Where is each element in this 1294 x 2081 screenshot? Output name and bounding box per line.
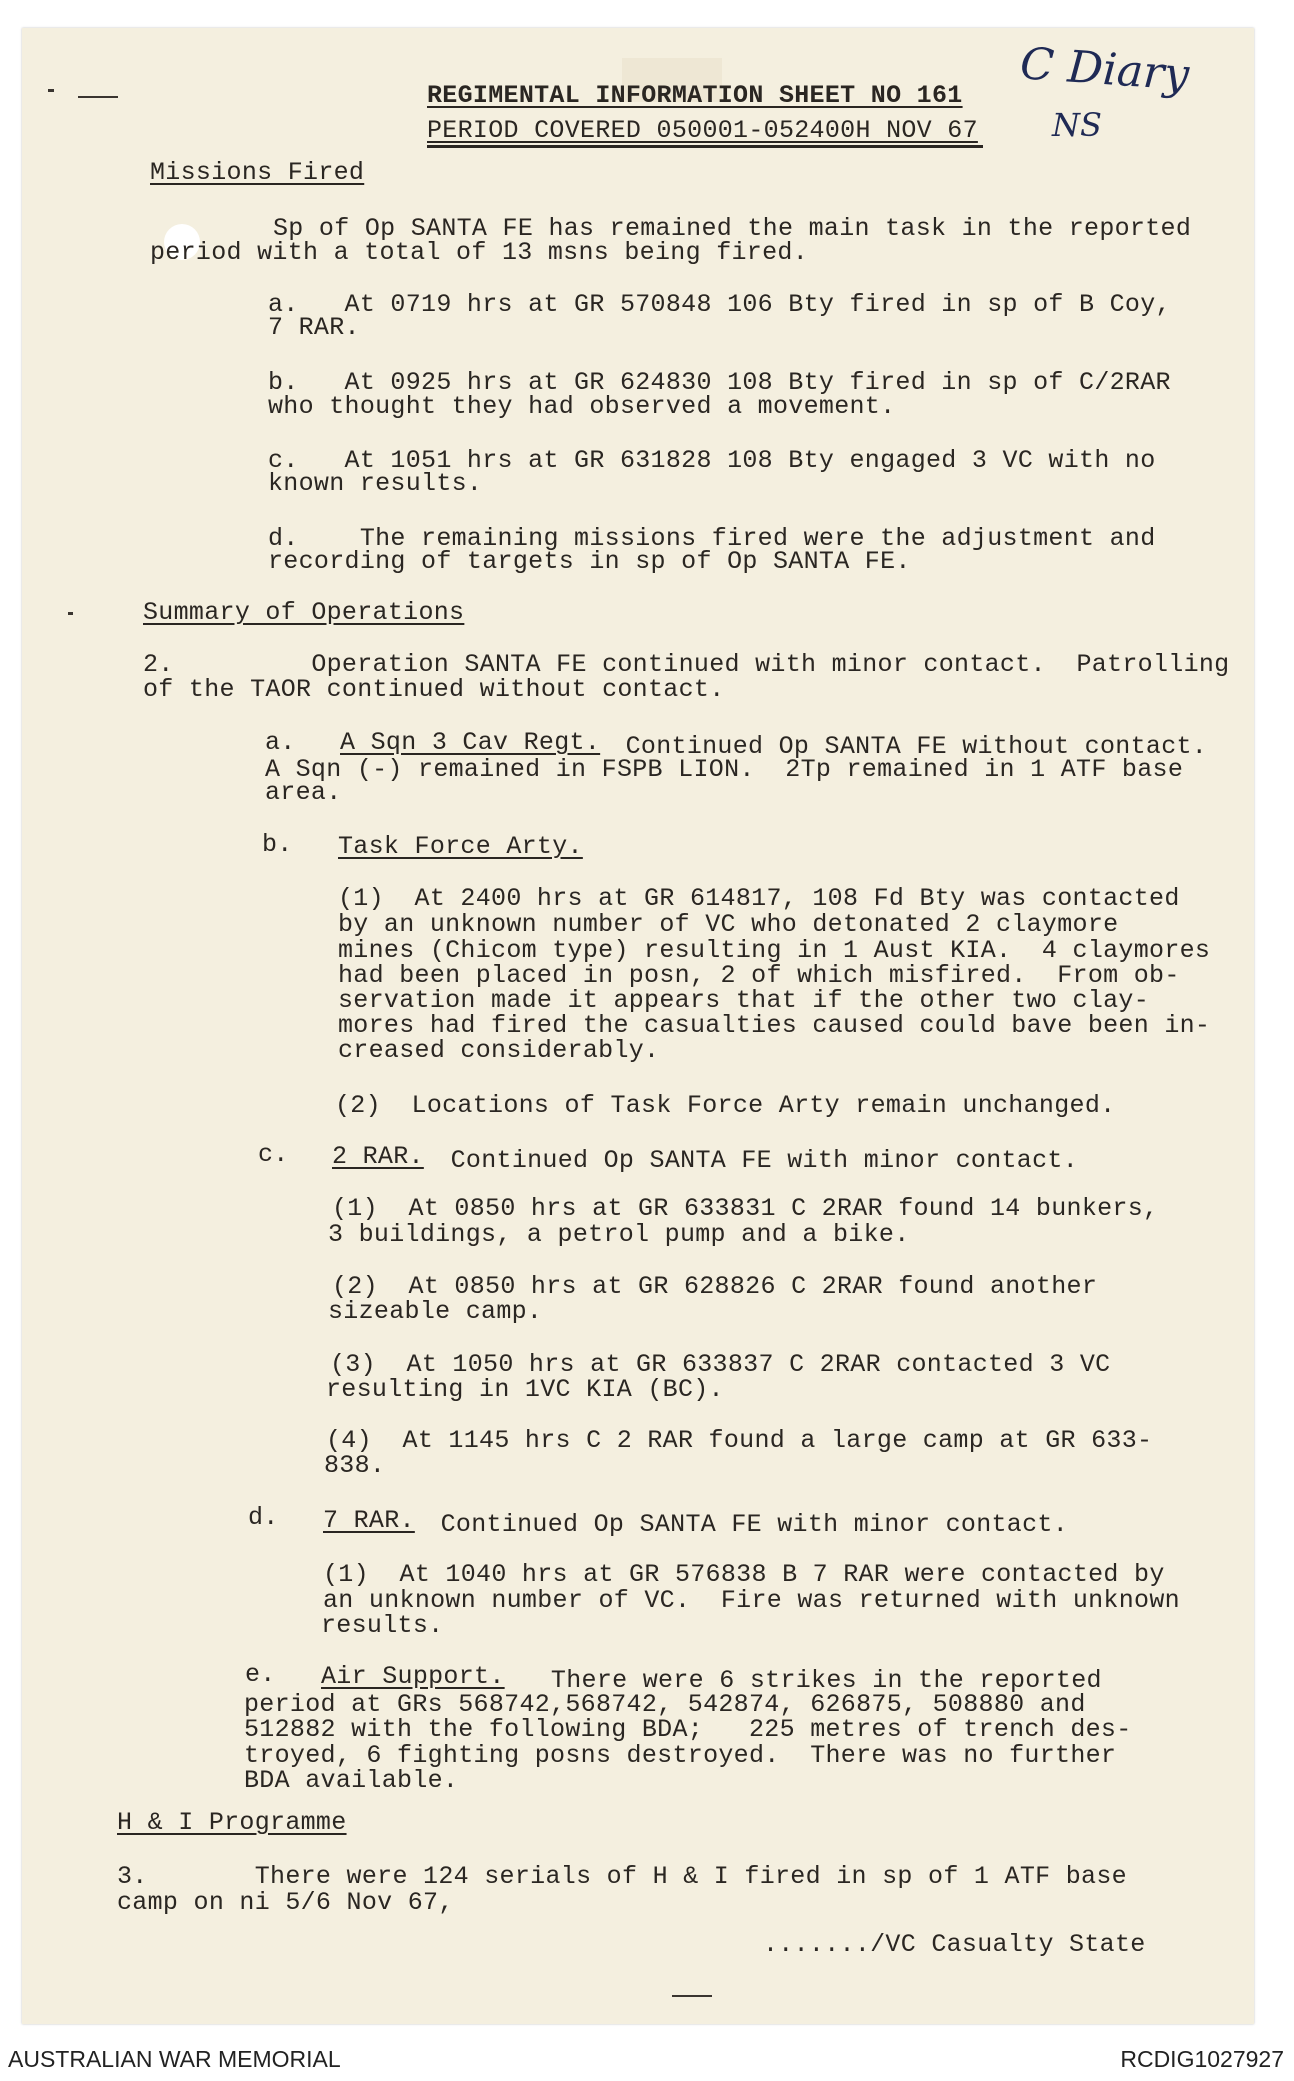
rar2-para4-line: 838. (324, 1451, 386, 1480)
item-a-text: area. (265, 778, 342, 807)
section-heading-missions: Missions Fired (150, 158, 365, 187)
mission-b-line: who thought they had observed a movement. (268, 392, 896, 421)
rar2-para3-line: resulting in 1VC KIA (BC). (326, 1375, 724, 1404)
arty-para1-line: creased considerably. (338, 1036, 660, 1065)
margin-speck (68, 612, 73, 615)
arty-para1-line: servation made it appears that if the other two clay- (338, 986, 1150, 1015)
summary-para-line: 2. Operation SANTA FE continued with minor contact. Patrolling (143, 650, 1230, 679)
rar2-para2-line: (2) At 0850 hrs at GR 628826 C 2RAR found another (332, 1272, 1098, 1301)
item-d-marker: d. (248, 1503, 279, 1532)
footer-record-id: RCDIG1027927 (1120, 2046, 1284, 2072)
summary-para-line: of the TAOR continued without contact. (143, 675, 725, 704)
item-e-title: Air Support. (321, 1662, 505, 1691)
item-a-marker: a. (265, 728, 296, 757)
air-support-line: period at GRs 568742,568742, 542874, 626875, 508880 and (244, 1690, 1086, 1719)
item-d-title: 7 RAR. (323, 1506, 415, 1535)
item-c-marker: c. (258, 1140, 289, 1169)
item-b-marker: b. (262, 830, 293, 859)
bottom-speck (672, 1995, 712, 1997)
rar7-para1-line: (1) At 1040 hrs at GR 576838 B 7 RAR were contacted by (323, 1560, 1165, 1589)
mission-d-line: d. The remaining missions fired were the adjustment and (268, 524, 1156, 553)
arty-para1-line: mines (Chicom type) resulting in 1 Aust KIA. 4 claymores (338, 936, 1211, 965)
header-rule (427, 145, 983, 148)
missions-intro-line: Sp of Op SANTA FE has remained the main task in the reported (273, 214, 1192, 243)
mission-b-line: b. At 0925 hrs at GR 624830 108 Bty fired in sp of C/2RAR (268, 368, 1171, 397)
arty-para1-line: (1) At 2400 hrs at GR 614817, 108 Fd Bty was contacted (338, 884, 1180, 913)
rar2-para4-line: (4) At 1145 hrs C 2 RAR found a large camp at GR 633- (326, 1426, 1153, 1455)
mission-c-line: known results. (268, 469, 483, 498)
arty-para1-line: had been placed in posn, 2 of which misfired. From ob- (338, 961, 1180, 990)
handwritten-initials: NS (1052, 106, 1102, 144)
mission-a-line: a. At 0719 hrs at GR 570848 106 Bty fired in sp of B Coy, (268, 290, 1171, 319)
section-heading-summary: Summary of Operations (143, 598, 465, 627)
item-a-title: A Sqn 3 Cav Regt. (340, 728, 601, 757)
mission-d-line: recording of targets in sp of Op SANTA FE. (268, 547, 911, 576)
missions-intro-line: period with a total of 13 msns being fired. (150, 238, 809, 267)
section-heading-hi: H & I Programme (117, 1808, 347, 1837)
item-e-marker: e. (245, 1660, 276, 1689)
sheet-title: REGIMENTAL INFORMATION SHEET NO 161 (427, 81, 963, 110)
air-support-line: troyed, 6 fighting posns destroyed. There was no further (244, 1741, 1117, 1770)
item-a-text: A Sqn (-) remained in FSPB LION. 2Tp remained in 1 ATF base (265, 755, 1184, 784)
item-c-text: Continued Op SANTA FE with minor contact. (420, 1146, 1079, 1175)
air-support-line: BDA available. (244, 1766, 459, 1795)
hi-para-line: 3. There were 124 serials of H & I fired in sp of 1 ATF base (117, 1862, 1127, 1891)
item-c-title: 2 RAR. (332, 1142, 424, 1171)
mission-c-line: c. At 1051 hrs at GR 631828 108 Bty engaged 3 VC with no (268, 446, 1156, 475)
rar7-para1-line: results. (321, 1611, 444, 1640)
margin-speck (48, 89, 54, 92)
rar2-para3-line: (3) At 1050 hrs at GR 633837 C 2RAR contacted 3 VC (330, 1350, 1111, 1379)
item-b-title: Task Force Arty. (338, 832, 583, 861)
item-e-text: There were 6 strikes in the reported (505, 1666, 1102, 1695)
arty-para2: (2) Locations of Task Force Arty remain unchanged. (335, 1091, 1116, 1120)
margin-speck (78, 96, 118, 98)
arty-para1-line: by an unknown number of VC who detonated 2 claymore (338, 910, 1119, 939)
arty-para1-line: mores had fired the casualties caused could bave been in- (338, 1011, 1211, 1040)
air-support-line: 512882 with the following BDA; 225 metres of trench des- (244, 1715, 1132, 1744)
period-covered: PERIOD COVERED 050001-052400H NOV 67 (427, 116, 978, 145)
rar2-para2-line: sizeable camp. (328, 1297, 543, 1326)
footer-source: AUSTRALIAN WAR MEMORIAL (8, 2046, 341, 2072)
hi-para-line: camp on ni 5/6 Nov 67, (117, 1888, 454, 1917)
rar2-para1-line: (1) At 0850 hrs at GR 633831 C 2RAR found 14 bunkers, (332, 1194, 1159, 1223)
item-d-text: Continued Op SANTA FE with minor contact. (410, 1510, 1069, 1539)
rar7-para1-line: an unknown number of VC. Fire was returned with unknown (323, 1586, 1180, 1615)
handwritten-diary-note: C Diary (1018, 38, 1191, 101)
mission-a-line: 7 RAR. (268, 313, 360, 342)
item-a-text: Continued Op SANTA FE without contact. (595, 732, 1208, 761)
rar2-para1-line: 3 buildings, a petrol pump and a bike. (328, 1220, 910, 1249)
continuation-note: ......./VC Casualty State (763, 1930, 1146, 1959)
